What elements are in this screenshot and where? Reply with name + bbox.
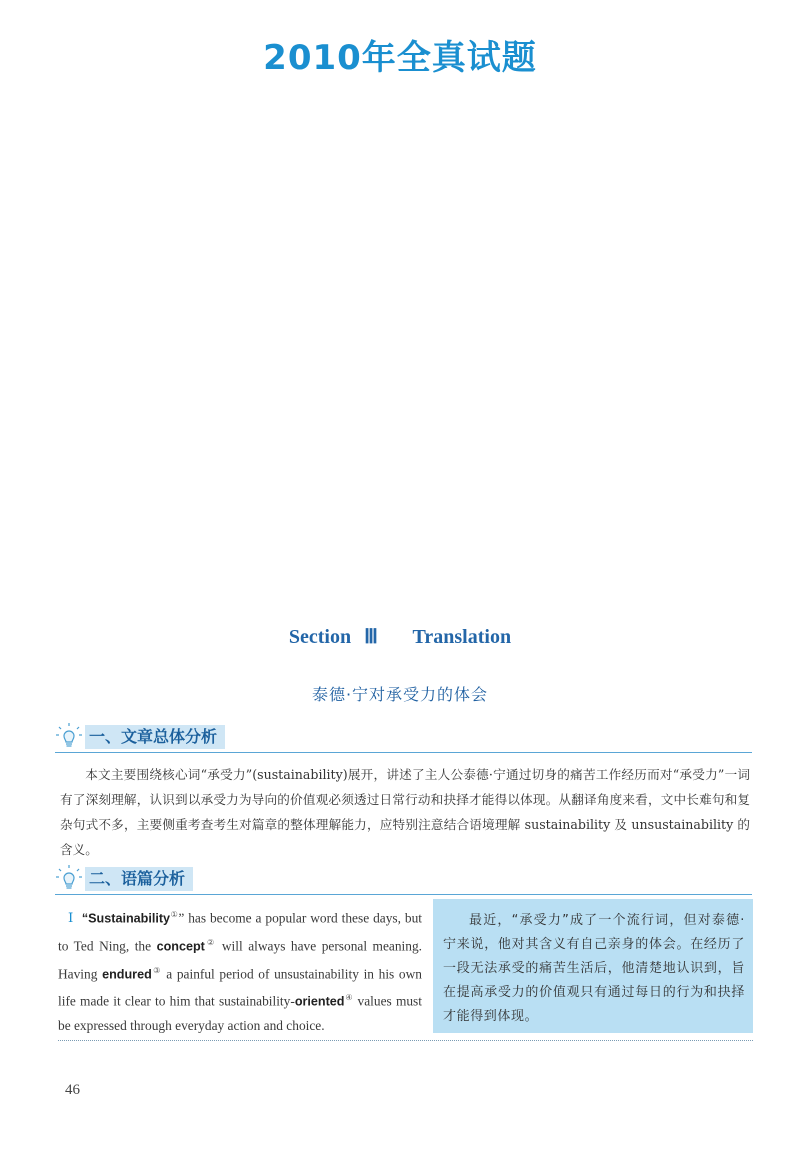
keyword-endured: endured [102, 967, 152, 982]
paragraph-number: Ⅰ [68, 911, 74, 927]
part-label: 二、语篇分析 [85, 867, 193, 891]
part-header-overall-analysis [55, 722, 752, 753]
english-text: ” has become a popular word these days, but to Ted Ning, the [58, 910, 422, 954]
part-header-discourse-analysis [55, 864, 752, 895]
section-prefix: Section [288, 626, 352, 648]
page-title: 2010年全真试题 [263, 38, 537, 78]
note-marker: ④ [344, 993, 354, 1003]
keyword-concept: concept [156, 939, 205, 954]
lightbulb-icon [55, 722, 83, 750]
section-name: Translation [412, 626, 512, 648]
section-heading [0, 624, 800, 649]
note-marker: ② [204, 938, 217, 948]
divider [58, 1040, 753, 1041]
page-number: 46 [65, 1082, 80, 1098]
english-text: will always have personal meaning. Having [58, 938, 423, 982]
quote-open: “ [81, 911, 89, 926]
english-text: values must be expressed through everyday action and choice. [58, 993, 422, 1033]
english-text: a painful period of unsustainability in his own life made it clear to him that sustainability- [58, 966, 422, 1009]
section-number: Ⅲ [364, 626, 378, 648]
part-label: 一、文章总体分析 [85, 725, 225, 749]
article-title: 泰德·宁对承受力的体会 [311, 685, 489, 704]
note-marker: ① [170, 910, 179, 919]
lightbulb-icon [55, 864, 83, 892]
english-passage [58, 903, 422, 1038]
analysis-paragraph: 本文主要围绕核心词“承受力”(sustainability)展开，讲述了主人公泰德·宁通过切身的痛苦工作经历而对“承受力”一词有了深刻理解，认识到以承受力为导向的价值观必须透过日常行动和抉择才能得以体现。从翻译角度来看，文中长难句和复杂句式不多，主要侧重考查考生对篇章的整体理解能力，应特别注意结合语境理解 sustainability 及 unsustainability 的含义。 [60, 767, 750, 857]
chinese-translation-box: 最近，“承受力”成了一个流行词，但对泰德·宁来说，他对其含义有自己亲身的体会。在经历了一段无法承受的痛苦生活后，他清楚地认识到，旨在提高承受力的价值观只有通过每日的行为和抉择才能得到体现。 [433, 899, 753, 1033]
keyword-sustainability: Sustainability [88, 911, 171, 926]
keyword-oriented: oriented [294, 994, 345, 1009]
note-marker: ③ [151, 965, 162, 975]
